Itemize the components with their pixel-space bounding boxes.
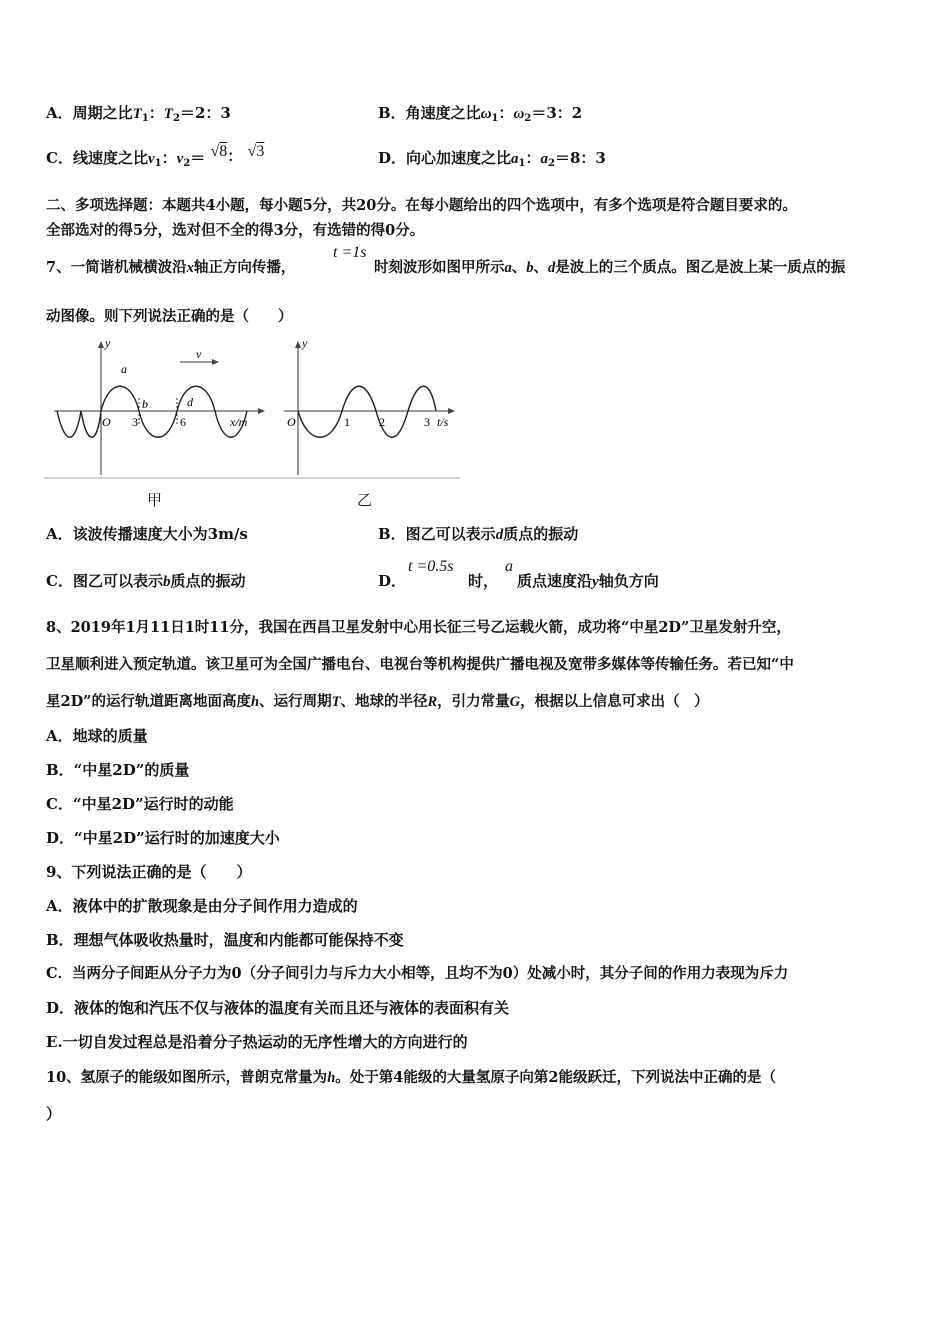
sep: 、 [533,259,548,276]
q7-option-d [378,571,406,591]
sqrt-3: √3 [247,143,265,160]
symbol: a [540,151,548,167]
stem-text: 是波上的三个质点。图乙是波上某一质点的振 [555,259,846,276]
separator: ： [227,147,243,165]
colon: ： [148,104,164,122]
colon: ： [525,149,541,167]
q7-option-d-cont [468,571,498,591]
q8-stem-line2: 卫星顺利进入预定轨道。该卫星可为全国广播电台、电视台等机构提供广播电视及宽带多媒体等传输任务。若已知“中 [46,656,794,673]
stem-text: 轴正方向传播， [193,259,296,276]
q9-option-b: B．理想气体吸收热量时，温度和内能都可能保持不变 [46,931,404,949]
math-expr: t =1s [333,244,367,261]
origin-label: O [287,415,296,429]
option-text: 质点的振动 [503,525,579,543]
option-text: 轴负方向 [598,572,659,590]
stem-text: 、地球的半径 [340,693,428,710]
q9-stem: 9、下列说法正确的是（ ） [46,863,252,881]
subscript: 2 [172,113,180,124]
point-b-label: b [142,397,148,411]
equals: ＝ [190,149,206,167]
q8-option-a: A．地球的质量 [46,727,148,745]
tick-label-2: 2 [379,415,385,429]
option-text: B．图乙可以表示 [378,525,496,543]
q8-option-b: B．“中星2D”的质量 [46,761,190,779]
ratio-value: ＝2：3 [179,104,231,122]
q7-stem-cont [374,258,845,278]
subscript: 1 [154,158,162,169]
stem-text: 。处于第4能级的大量氢原子向第2能级跃迁，下列说法中正确的是（ [335,1069,776,1086]
symbol: ω [513,106,525,122]
subscript: 1 [491,113,499,124]
symbol: T [331,694,341,710]
subscript: 1 [518,158,526,169]
option-label: C．线速度之比 [46,149,148,167]
q7-figures [44,338,464,518]
symbol: d [495,527,504,543]
q6-option-d [378,148,606,174]
wave-curve [57,386,247,437]
subscript: 2 [183,158,191,169]
math-expr: t =0.5s [408,558,454,575]
tick-label-6: 6 [180,415,186,429]
symbol: h [251,694,260,710]
y-label: y [302,338,308,350]
q7-time-expr [333,244,366,262]
option-label: B．角速度之比 [378,104,481,122]
symbol: T [132,106,142,122]
q8-option-c: C．“中星2D”运行时的动能 [46,795,234,813]
tick-label-3: 3 [424,415,430,429]
option-text: D． [378,572,407,590]
symbol: d [548,260,556,276]
velocity-label: v [196,347,202,361]
q9-option-d: D．液体的饱和汽压不仅与液体的温度有关而且还与液体的表面积有关 [46,999,510,1017]
stem-text: 时刻波形如图甲所示 [374,259,505,276]
stem-text: 、运行周期 [259,693,332,710]
q7-option-b [378,524,578,545]
option-text: C．图乙可以表示 [46,572,163,590]
stem-text: 10、氢原子的能级如图所示，普朗克常量为 [46,1069,328,1086]
q7-stem-line2: 动图像。则下列说法正确的是（ ） [46,308,293,325]
q7-option-d-tail [517,571,659,592]
option-label: A．周期之比 [46,104,133,122]
symbol: h [327,1070,336,1086]
symbol: T [163,106,173,122]
caption-jia: 甲 [147,491,163,509]
ratio-value: ＝8：3 [554,149,606,167]
math-symbol: a [505,558,513,575]
q7-option-d-time [408,558,453,576]
colon: ： [498,104,514,122]
section-heading-line2: 全部选对的得5分，选对但不全的得3分，有选错的得0分。 [46,222,425,239]
sep: 、 [511,259,527,276]
q6-option-b [378,103,582,129]
q7-option-c [46,571,245,592]
stem-text: 7、一简谐机械横波沿 [46,259,187,276]
symbol: a [511,151,519,167]
caption-yi: 乙 [357,491,373,509]
y-label: y [105,338,111,350]
symbol: R [427,694,438,710]
q7-option-a: A．该波传播速度大小为3m/s [46,525,248,543]
point-a-label: a [121,362,127,376]
stem-text: ，根据以上信息可求出（ ） [520,693,709,710]
point-d-label: d [187,395,193,409]
stem-text: ，引力常量 [437,693,510,710]
symbol: x [186,260,194,276]
q7-stem [46,258,295,278]
radicand: 3 [256,143,265,160]
q6-option-c [46,143,265,174]
q9-option-e: E.一切自发过程总是沿着分子热运动的无序性增大的方向进行的 [46,1033,468,1051]
q8-stem-line3 [46,692,709,712]
radicand: 8 [219,143,228,160]
q7-option-d-symbol [505,558,513,576]
option-text: 时， [468,572,499,590]
vibration-graph-yi [284,338,452,475]
option-text: 质点速度沿 [517,572,593,590]
symbol: b [162,574,171,590]
q8-option-d: D．“中星2D”运行时的加速度大小 [46,829,280,847]
q9-option-c: C．当两分子间距从分子力为0（分子间引力与斥力大小相等，且均不为0）处减小时，其分子间的作用力表现为斥力 [46,965,789,982]
symbol: G [509,694,521,710]
q10-stem-line1 [46,1068,776,1088]
q8-stem-line1: 8、2019年1月11日1时11分，我国在西昌卫星发射中心用长征三号乙运载火箭，成功将“中星2D”卫星发射升空， [46,619,791,636]
sqrt-8: √8 [210,143,228,160]
symbol: v [147,151,155,167]
option-label: D．向心加速度之比 [378,149,512,167]
subscript: 2 [548,158,555,169]
wave-graph-jia [54,338,262,475]
tick-label-3: 3 [132,415,138,429]
x-unit-label: x/m [230,415,248,429]
symbol: b [526,260,534,276]
option-text: 质点的振动 [170,572,246,590]
section-heading: 二、多项选择题：本题共4小题，每小题5分，共20分。在每小题给出的四个选项中，有多个选项是符合题目要求的。 [46,197,797,214]
q6-option-a [46,103,231,129]
colon: ： [161,149,177,167]
ratio-value: ＝3：2 [531,104,583,122]
origin-label: O [102,415,111,429]
symbol: a [504,260,512,276]
tick-label-1: 1 [344,415,350,429]
vibration-curve [298,386,436,437]
symbol: ω [480,106,492,122]
stem-text: 星2D”的运行轨道距离地面高度 [46,693,252,710]
t-unit-label: t/s [437,415,449,429]
q10-stem-line2: ） [46,1105,62,1123]
symbol: v [176,151,184,167]
subscript: 1 [141,113,149,124]
subscript: 2 [524,113,532,124]
symbol: y [592,574,599,590]
q9-option-a: A．液体中的扩散现象是由分子间作用力造成的 [46,897,358,915]
